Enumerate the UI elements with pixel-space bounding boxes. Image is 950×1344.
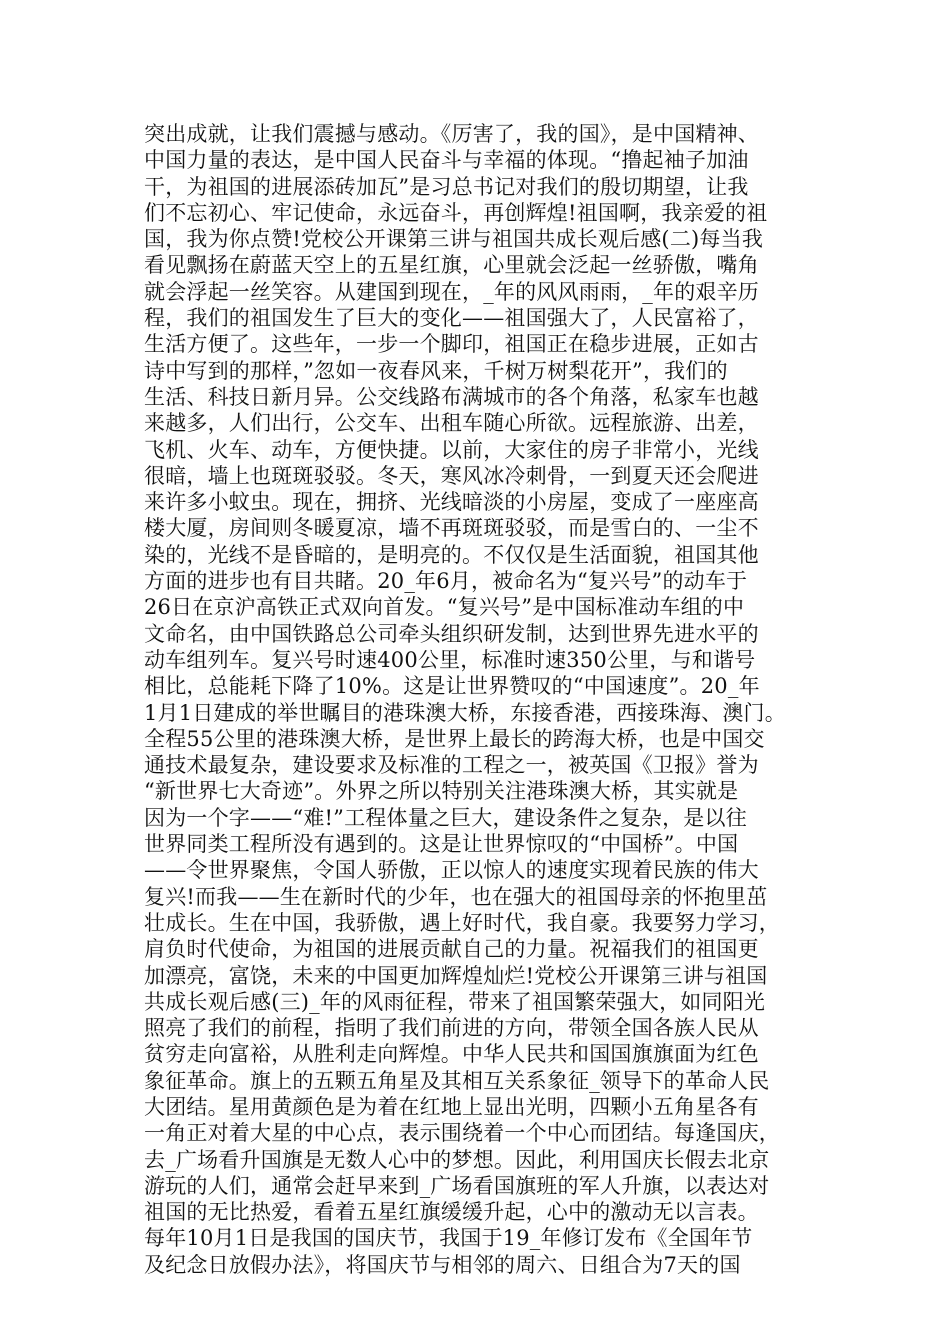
text-line-39: 一角正对着大星的中心点，表示围绕着一个中心而团结。每逢国庆， xyxy=(144,1121,780,1146)
text-line-42: 祖国的无比热爱，看着五星红旗缓缓升起，心中的激动无以言表。 xyxy=(144,1200,759,1225)
text-line-22: 相比，总能耗下降了10%。这是让世界赞叹的“中国速度”。20_年 xyxy=(144,674,760,699)
text-line-18: 方面的进步也有目共睹。20_年6月，被命名为“复兴号”的动车于 xyxy=(144,569,748,594)
text-line-36: 贫穷走向富裕，从胜利走向辉煌。中华人民共和国国旗旗面为红色 xyxy=(144,1042,759,1067)
text-line-20: 文命名，由中国铁路总公司牵头组织研发制，达到世界先进水平的 xyxy=(144,621,759,646)
text-line-1: 突出成就，让我们震撼与感动。《厉害了，我的国》，是中国精神、 xyxy=(144,122,759,146)
text-line-40: 去_广场看升国旗是无数人心中的梦想。因此，利用国庆长假去北京 xyxy=(144,1147,770,1172)
text-line-12: 来越多，人们出行，公交车、出租车随心所欲。远程旅游、出差， xyxy=(144,411,759,436)
text-line-15: 来许多小蚊虫。现在，拥挤、光线暗淡的小房屋，变成了一座座高 xyxy=(144,490,759,515)
text-line-29: ——令世界聚焦，令国人骄傲，正以惊人的速度实现着民族的伟大 xyxy=(144,858,759,883)
text-line-37: 象征革命。旗上的五颗五角星及其相互关系象征_领导下的革命人民 xyxy=(144,1068,770,1093)
text-line-28: 世界同类工程所没有遇到的。这是让世界惊叹的“中国桥”。中国 xyxy=(144,832,739,857)
text-line-30: 复兴!而我——生在新时代的少年，也在强大的祖国母亲的怀抱里茁 xyxy=(144,884,768,909)
text-line-34: 共成长观后感(三)_年的风雨征程，带来了祖国繁荣强大，如同阳光 xyxy=(144,989,766,1014)
text-line-5: 国，我为你点赞!党校公开课第三讲与祖国共成长观后感(二)每当我 xyxy=(144,227,764,252)
text-line-35: 照亮了我们的前程，指明了我们前进的方向，带领全国各族人民从 xyxy=(144,1016,759,1041)
text-line-11: 生活、科技日新月异。公交线路布满城市的各个角落，私家车也越 xyxy=(144,384,759,409)
text-line-16: 楼大厦，房间则冬暖夏凉，墙不再斑斑驳驳，而是雪白的、一尘不 xyxy=(144,516,759,541)
text-line-14: 很暗，墙上也斑斑驳驳。冬天，寒风冰冷刺骨，一到夏天还会爬进 xyxy=(144,463,759,488)
text-line-7: 就会浮起一丝笑容。从建国到现在，_年的风风雨雨，_年的艰辛历 xyxy=(144,279,759,304)
text-line-13: 飞机、火车、动车，方便快捷。以前，大家住的房子非常小，光线 xyxy=(144,437,759,462)
text-line-25: 通技术最复杂，建设要求及标准的工程之一，被英国《卫报》誉为 xyxy=(144,753,759,778)
text-line-17: 染的，光线不是昏暗的，是明亮的。不仅仅是生活面貌，祖国其他 xyxy=(144,542,759,567)
text-line-8: 程，我们的祖国发生了巨大的变化——祖国强大了，人民富裕了， xyxy=(144,306,759,331)
text-line-23: 1月1日建成的举世瞩目的港珠澳大桥，东接香港，西接珠海、澳门。 xyxy=(144,700,786,725)
text-line-4: 们不忘初心、牢记使命，永远奋斗，再创辉煌!祖国啊，我亲爱的祖 xyxy=(144,200,768,225)
body-text xyxy=(144,121,824,1278)
text-line-33: 加漂亮，富饶，未来的中国更加辉煌灿烂!党校公开课第三讲与祖国 xyxy=(144,963,768,988)
text-line-41: 游玩的人们，通常会赶早来到_广场看国旗班的军人升旗，以表达对 xyxy=(144,1173,770,1198)
text-line-2: 中国力量的表达，是中国人民奋斗与幸福的体现。“撸起袖子加油 xyxy=(144,148,749,173)
text-line-21: 动车组列车。复兴号时速400公里，标准时速350公里，与和谐号 xyxy=(144,647,756,672)
text-line-24: 全程55公里的港珠澳大桥，是世界上最长的跨海大桥，也是中国交 xyxy=(144,726,765,751)
text-line-31: 壮成长。生在中国，我骄傲，遇上好时代，我自豪。我要努力学习， xyxy=(144,910,780,935)
text-line-19: 26日在京沪高铁正式双向首发。“复兴号”是中国标准动车组的中 xyxy=(144,595,745,620)
text-line-43: 每年10月1日是我国的国庆节，我国于19_年修订发布《全国年节 xyxy=(144,1226,753,1251)
text-line-32: 肩负时代使命，为祖国的进展贡献自己的力量。祝福我们的祖国更 xyxy=(144,937,759,962)
text-line-9: 生活方便了。这些年，一步一个脚印，祖国正在稳步进展，正如古 xyxy=(144,332,759,357)
text-line-3: 干，为祖国的进展添砖加瓦”是习总书记对我们的殷切期望，让我 xyxy=(144,174,749,199)
text-line-6: 看见飘扬在蔚蓝天空上的五星红旗，心里就会泛起一丝骄傲，嘴角 xyxy=(144,253,759,278)
text-line-38: 大团结。星用黄颜色是为着在红地上显出光明，四颗小五角星各有 xyxy=(144,1094,759,1119)
text-line-27: 因为一个字——“难!”工程体量之巨大，建设条件之复杂，是以往 xyxy=(144,805,747,830)
text-line-44: 及纪念日放假办法》，将国庆节与相邻的周六、日组合为7天的国 xyxy=(144,1252,741,1277)
text-line-26: “新世界七大奇迹”。外界之所以特别关注港珠澳大桥，其实就是 xyxy=(144,779,739,804)
text-line-10: 诗中写到的那样，”忽如一夜春风来，千树万树梨花开”，我们的 xyxy=(144,358,728,383)
